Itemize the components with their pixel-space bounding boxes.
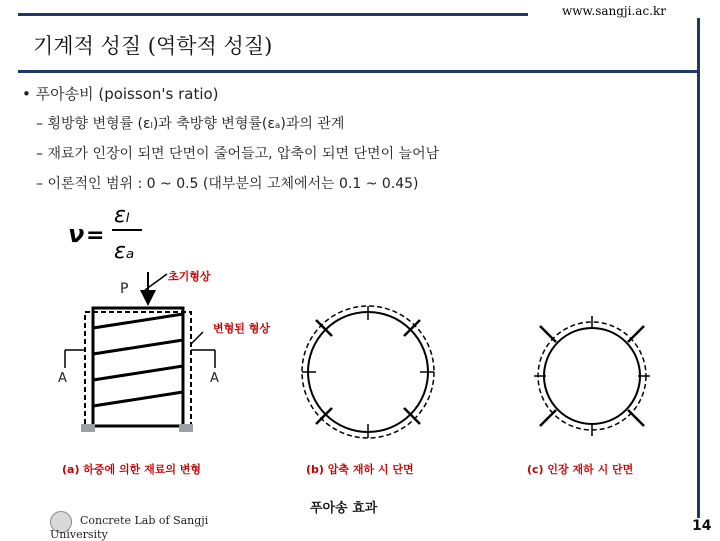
formula-numerator: εₗ [114, 203, 130, 228]
deformed-shape-label: 변형된 형상 [213, 322, 270, 335]
load-label: P [120, 281, 129, 297]
bullet-poisson: • 푸아송비 (poisson's ratio) [22, 85, 219, 103]
figure-c-tension-section [522, 312, 662, 442]
title-rule [18, 70, 698, 73]
caption-b: (b) 압축 재하 시 단면 [306, 463, 414, 476]
deformed-shape-rect [85, 312, 191, 426]
section-circle-solid [544, 328, 640, 424]
initial-shape-label: 초기형상 [168, 270, 211, 283]
support-left [81, 424, 95, 432]
section-circle-dashed [538, 322, 646, 430]
deformed-leader [191, 332, 203, 344]
sub-line-2: – 재료가 인장이 되면 단면이 줄어들고, 압축이 되면 단면이 늘어남 [36, 146, 440, 162]
formula-denominator: εₐ [114, 239, 135, 264]
specimen-hatch [93, 314, 183, 406]
section-label-right: A [210, 371, 219, 386]
poisson-effect-caption: 푸아송 효과 [310, 501, 378, 516]
support-right [179, 424, 193, 432]
slide-title: 기계적 성질 (역학적 성질) [33, 34, 273, 58]
tension-diagonals [540, 326, 644, 426]
formula-equals: = [86, 223, 105, 248]
figure-b-compression-section [288, 300, 448, 450]
figure-a-specimen [55, 268, 285, 438]
page-number: 14 [692, 518, 712, 534]
poisson-formula [68, 198, 148, 268]
sub-line-3: – 이론적인 범위 : 0 ~ 0.5 (대부분의 고체에서는 0.1 ~ 0.45) [36, 176, 419, 192]
tension-arrows [534, 316, 650, 436]
compression-diagonals [316, 320, 420, 424]
caption-a: (a) 하중에 의한 재료의 변형 [62, 463, 202, 476]
section-label-left: A [58, 371, 67, 386]
sub-line-1: – 횡방향 변형률 (εₗ)과 축방향 변형률(εₐ)과의 관계 [36, 116, 345, 132]
footer-lab-line1: Concrete Lab of Sangji [80, 514, 209, 527]
footer-lab-line2: University [50, 528, 108, 541]
frame-right-border [697, 13, 700, 518]
caption-c: (c) 인장 재하 시 단면 [527, 463, 634, 476]
site-url: www.sangji.ac.kr [528, 4, 700, 18]
formula-nu: ν [68, 220, 85, 248]
